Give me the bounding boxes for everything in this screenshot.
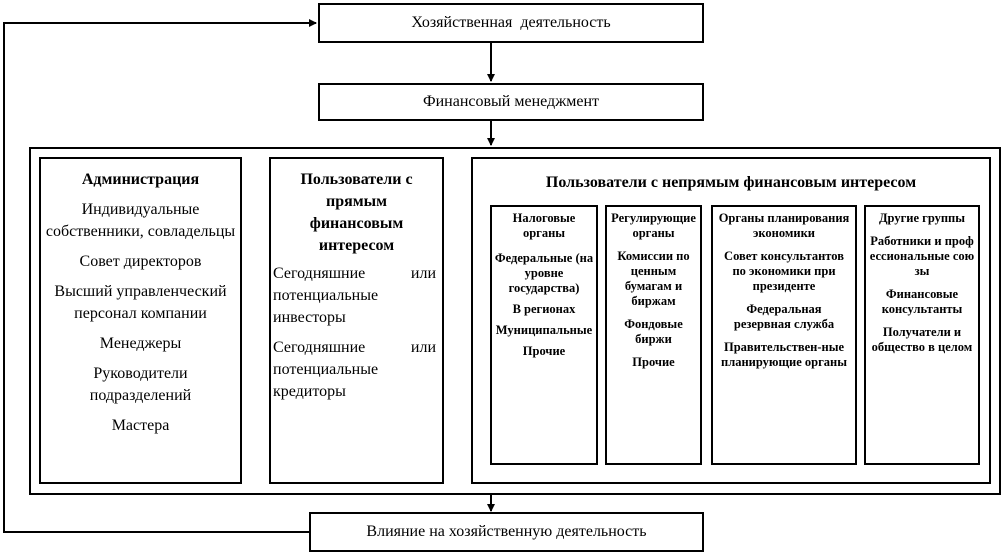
admin-item-unit-heads: Руководители подразделений [89, 365, 192, 404]
tax-authorities-content [493, 211, 595, 359]
indirect-interest-title: Пользователи с непрямым финансовым интересом [545, 174, 917, 191]
influence-box [309, 512, 704, 552]
direct-item-investors: Сегодняшние или потенциальные инвесторы [273, 265, 436, 326]
financial-management-box [318, 83, 704, 121]
administration-box [39, 157, 242, 484]
regulatory-bodies-box [605, 205, 702, 465]
other-groups-box [864, 205, 980, 465]
tax-authorities-box [490, 205, 598, 465]
financial-management-label: Финансовый менеджмент [422, 93, 600, 110]
tax-item-federal: Федеральные (на уровне государства) [494, 251, 594, 295]
planning-bodies-content [717, 211, 851, 370]
direct-item-creditors: Сегодняшние или потенциальные кредиторы [273, 339, 436, 400]
administration-title: Администрация [81, 171, 200, 188]
regulatory-item-stock-exchanges: Фондовые биржи [624, 317, 683, 346]
regulatory-bodies-content [608, 211, 699, 370]
other-item-recipients-society: Получатели и общество в целом [871, 325, 973, 354]
regulatory-item-other: Прочие [632, 355, 675, 369]
planning-item-advisers-council: Совет консультантов по экономики при президенте [724, 249, 844, 293]
direct-interest-title: Пользователи с прямым финансовым интересом [300, 171, 413, 254]
tax-item-municipal: Муниципальные [495, 323, 593, 337]
admin-item-board: Совет директоров [79, 253, 202, 270]
tax-authorities-title: Налоговые органы [512, 211, 576, 240]
business-activity-label: Хозяйственная деятельность [411, 14, 611, 31]
business-activity-box [318, 3, 704, 43]
planning-item-federal-reserve: Федеральная резервная служба [733, 302, 835, 331]
planning-bodies-box [711, 205, 857, 465]
direct-interest-list [273, 263, 436, 411]
planning-bodies-title: Органы планирования экономики [718, 211, 850, 240]
admin-item-managers: Менеджеры [99, 335, 182, 352]
influence-label: Влияние на хозяйственную деятельность [366, 523, 647, 540]
other-groups-content [868, 211, 976, 355]
other-item-financial-consultants: Финансовые консультанты [881, 287, 963, 316]
admin-item-top-management: Высший управленческий персонал компании [54, 283, 227, 322]
planning-item-government-planning: Правительствен-ные планирующие органы [721, 340, 847, 369]
tax-item-regions: В регионах [512, 302, 576, 316]
regulatory-item-securities-commissions: Комиссии по ценным бумагам и биржам [617, 249, 690, 308]
admin-item-foremen: Мастера [111, 417, 170, 434]
regulatory-bodies-title: Регулирующие органы [611, 211, 696, 240]
administration-content [45, 169, 236, 445]
direct-interest-box [269, 157, 444, 484]
admin-item-owners: Индивидуальные собственники, совладельцы [45, 201, 236, 240]
other-groups-title: Другие группы [878, 211, 966, 225]
tax-item-other: Прочие [522, 344, 566, 358]
other-item-workers-unions: Работники и профессиональные союзы [869, 234, 975, 278]
